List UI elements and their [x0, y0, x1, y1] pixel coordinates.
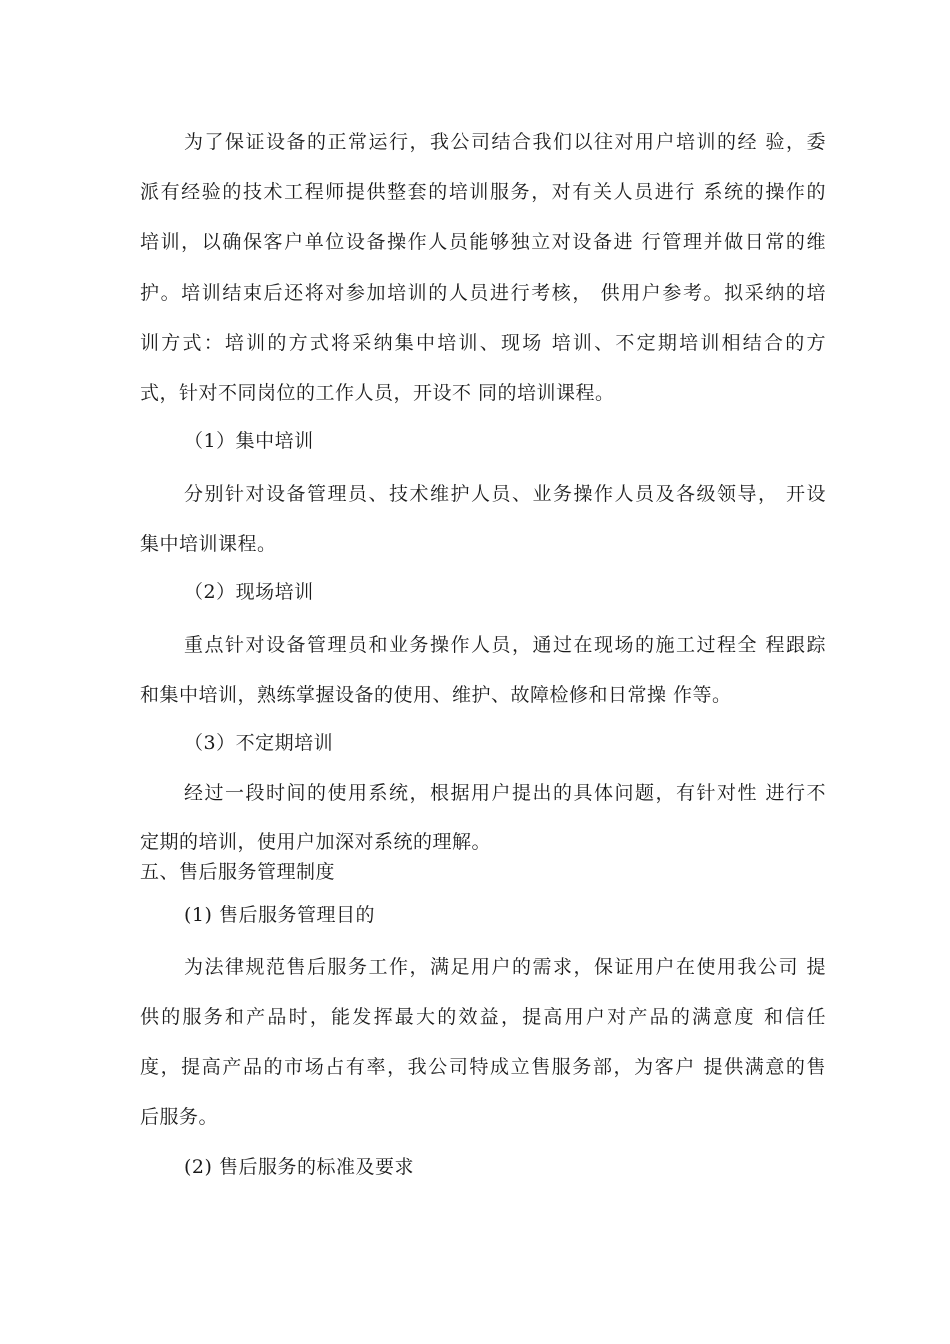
paragraph-line: 派有经验的技术工程师提供整套的培训服务，对有关人员进行 系统的操作的 — [140, 181, 826, 203]
paragraph-line: 训方式：培训的方式将采纳集中培训、现场 培训、不定期培训相结合的方 — [140, 332, 826, 354]
paragraph-line: 重点针对设备管理员和业务操作人员，通过在现场的施工过程全 程跟踪 — [184, 634, 826, 656]
subsection-heading-standards: (2) 售后服务的标准及要求 — [184, 1156, 414, 1178]
paragraph-line: 后服务。 — [140, 1106, 219, 1128]
section-heading-periodic-training: （3）不定期培训 — [184, 732, 334, 754]
paragraph-line: 为了保证设备的正常运行，我公司结合我们以往对用户培训的经 验，委 — [184, 131, 826, 153]
section-heading-centralized-training: （1）集中培训 — [184, 430, 314, 452]
chapter-heading-after-sales: 五、售后服务管理制度 — [140, 861, 336, 883]
paragraph-line: 分别针对设备管理员、技术维护人员、业务操作人员及各级领导， 开设 — [184, 483, 826, 505]
paragraph-line: 集中培训课程。 — [140, 533, 277, 555]
paragraph-line: 定期的培训，使用户加深对系统的理解。 — [140, 831, 492, 853]
paragraph-line: 式，针对不同岗位的工作人员，开设不 同的培训课程。 — [140, 382, 615, 404]
paragraph-line: 护。培训结束后还将对参加培训的人员进行考核， 供用户参考。拟采纳的培 — [140, 282, 826, 304]
paragraph-line: 经过一段时间的使用系统，根据用户提出的具体问题，有针对性 进行不 — [184, 782, 826, 804]
paragraph-line: 度，提高产品的市场占有率，我公司特成立售服务部，为客户 提供满意的售 — [140, 1056, 826, 1078]
paragraph-line: 培训，以确保客户单位设备操作人员能够独立对设备进 行管理并做日常的维 — [140, 231, 826, 253]
subsection-heading-purpose: (1) 售后服务管理目的 — [184, 904, 375, 926]
section-heading-onsite-training: （2）现场培训 — [184, 581, 314, 603]
paragraph-line: 和集中培训，熟练掌握设备的使用、维护、故障检修和日常操 作等。 — [140, 684, 732, 706]
paragraph-line: 供的服务和产品时，能发挥最大的效益，提高用户对产品的满意度 和信任 — [140, 1006, 826, 1028]
paragraph-line: 为法律规范售后服务工作，满足用户的需求，保证用户在使用我公司 提 — [184, 956, 826, 978]
